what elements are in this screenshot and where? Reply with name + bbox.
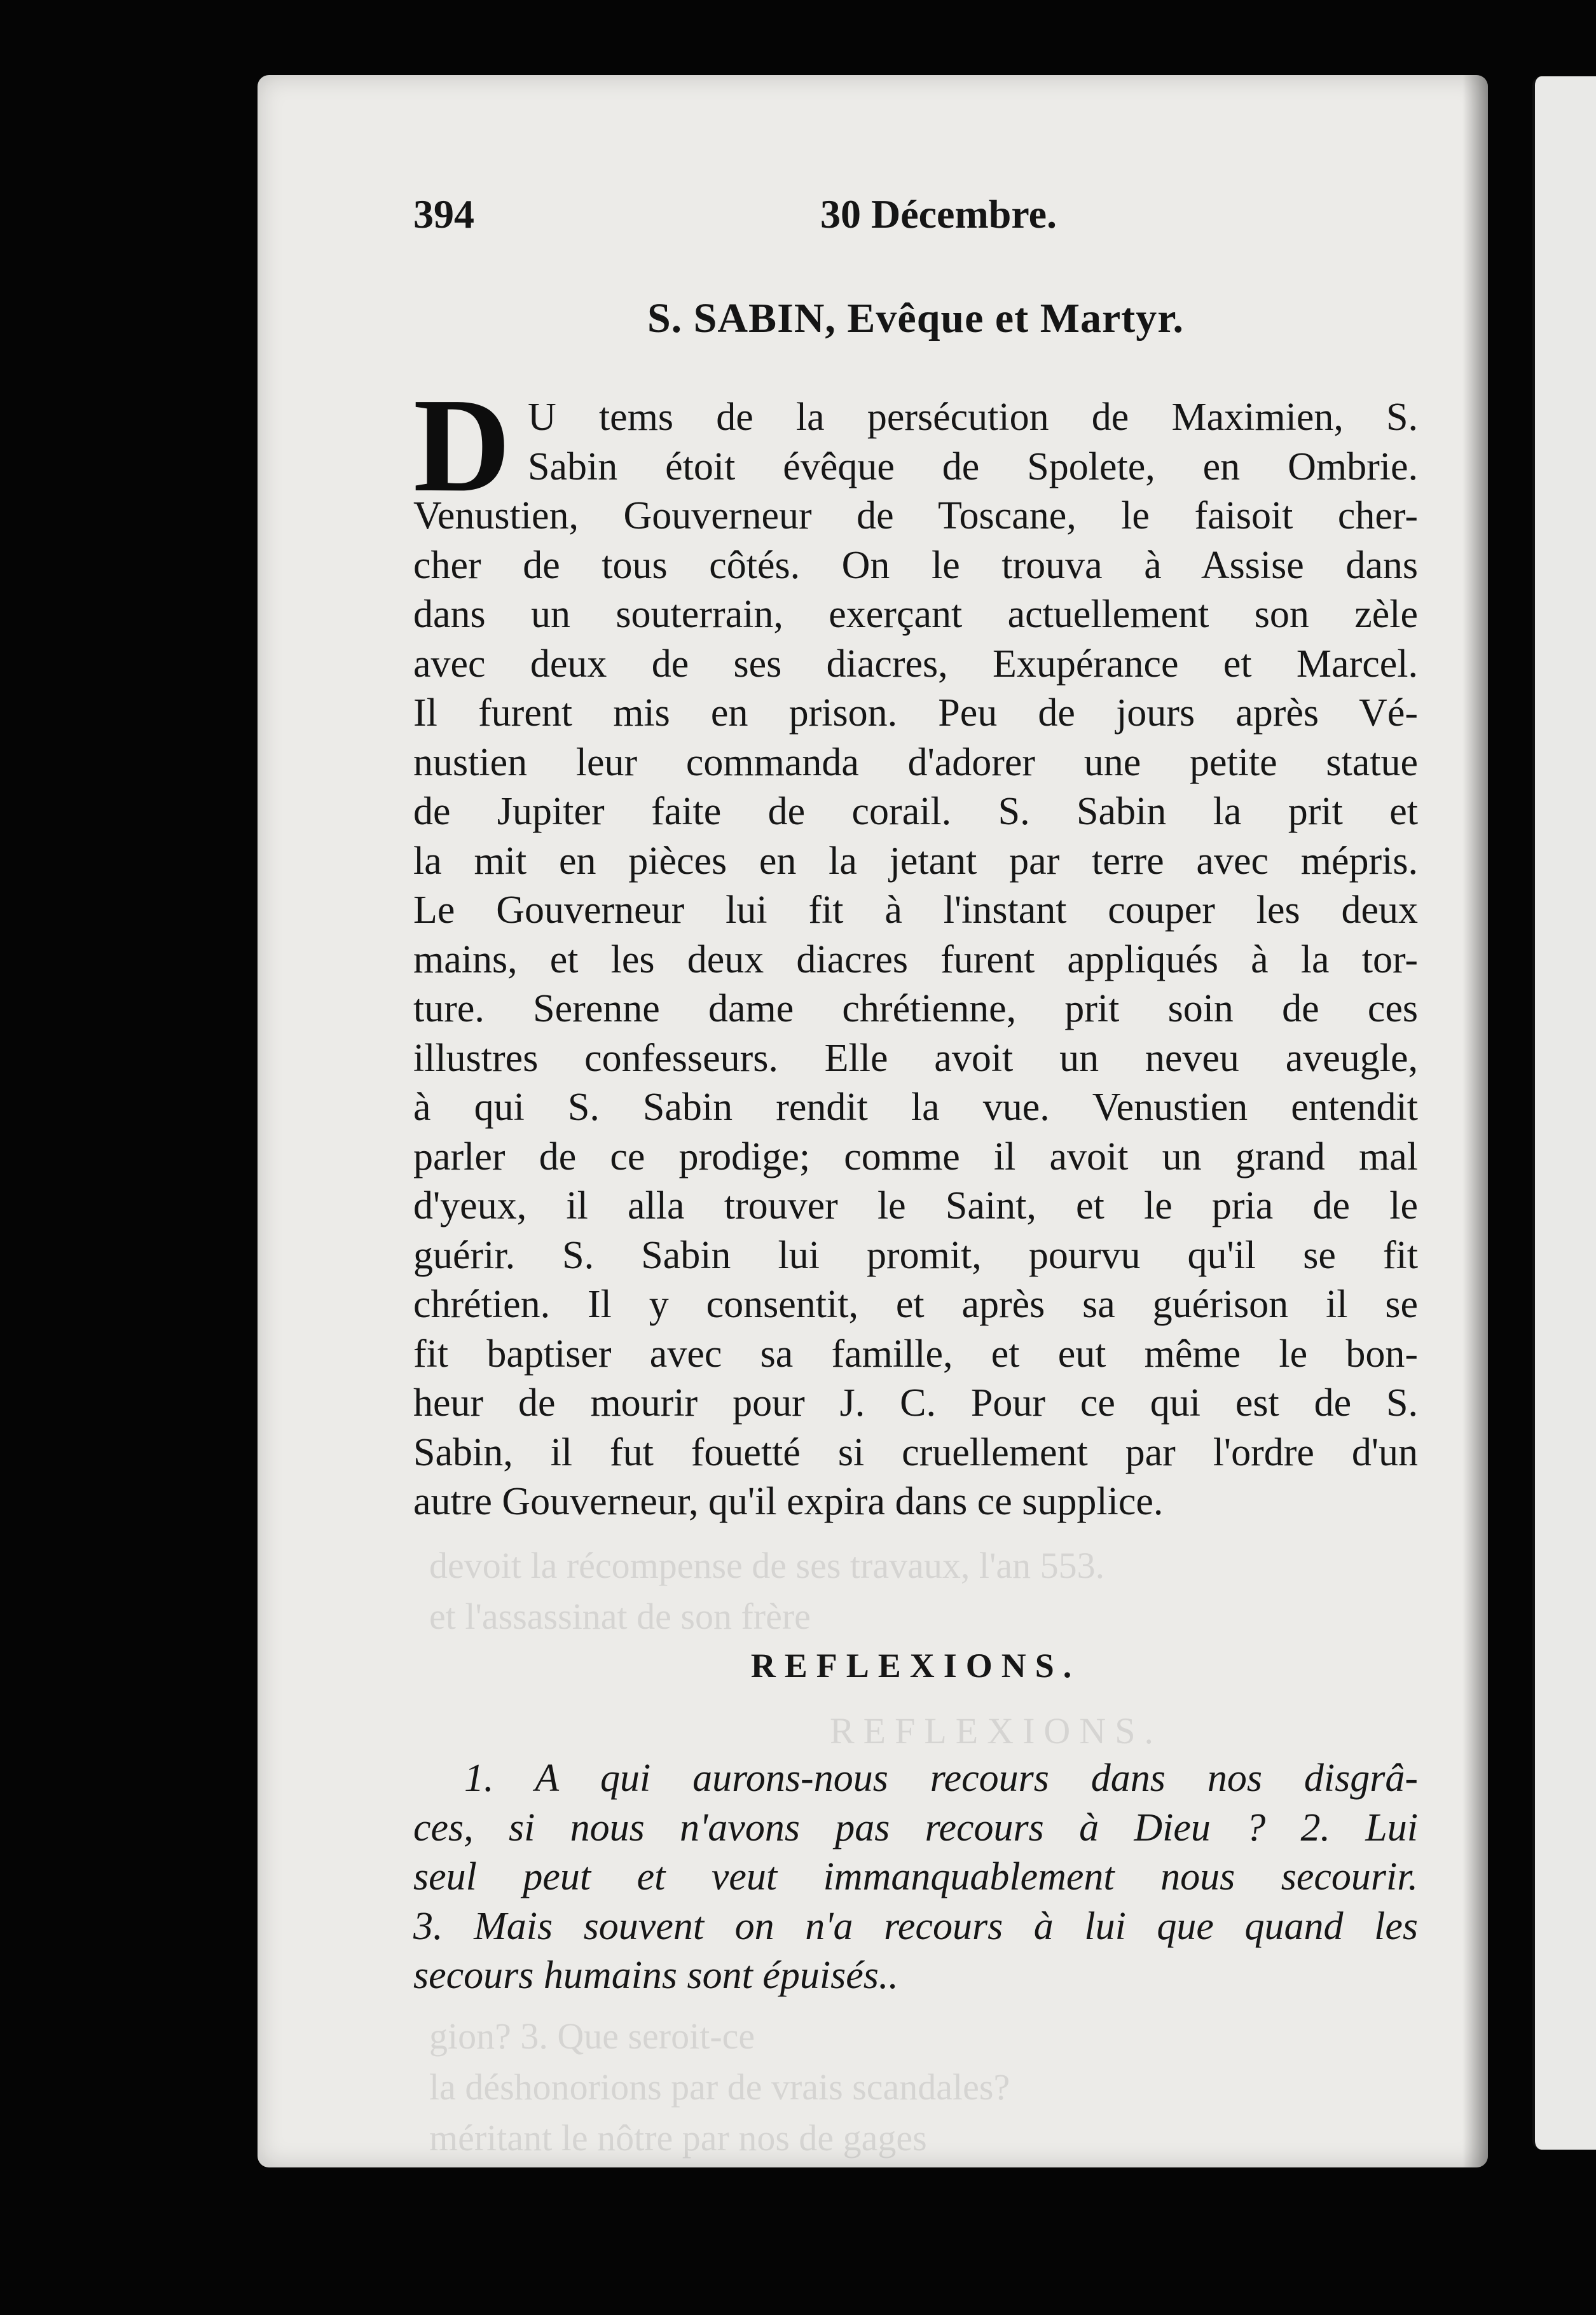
text-line: heur de mourir pour J. C. Pour ce qui est de S. [413, 1381, 1418, 1425]
reflexions-text [413, 1754, 1418, 2001]
text-line: Le Gouverneur lui fit à l'instant couper les deux [413, 888, 1418, 932]
page-number: 394 [413, 191, 474, 237]
show-through-text: gion? 3. Que seroit-ce [429, 2015, 755, 2057]
text-line: chrétien. Il y consentit, et après sa guérison il se [413, 1283, 1418, 1326]
show-through-text: méritant le nôtre par nos de gages [429, 2117, 927, 2159]
text-line: cher de tous côtés. On le trouva à Assise dans [413, 543, 1418, 587]
reflexion-line: 1. A qui aurons-nous recours dans nos disgrâ- [464, 1757, 1418, 1800]
text-line: illustres confesseurs. Elle avoit un neveu aveugle, [413, 1036, 1418, 1080]
text-line: de Jupiter faite de corail. S. Sabin la prit et [413, 790, 1418, 833]
text-line: Sabin étoit évêque de Spolete, en Ombrie. [528, 445, 1418, 488]
reflexion-line: 3. Mais souvent on n'a recours à lui que quand les [413, 1904, 1418, 1948]
text-line: Sabin, il fut fouetté si cruellement par l'ordre d'un [413, 1430, 1418, 1474]
text-line: autre Gouverneur, qu'il expira dans ce supplice. [413, 1480, 1164, 1523]
chapter-title: S. SABIN, Evêque et Martyr. [647, 295, 1185, 342]
text-line: à qui S. Sabin rendit la vue. Venustien entendit [413, 1086, 1418, 1129]
reflexion-line: seul peut et veut immanquablement nous secourir. [413, 1855, 1418, 1898]
running-head: 30 Décembre. [820, 191, 1057, 237]
text-line: Venustien, Gouverneur de Toscane, le faisoit cher- [413, 494, 1418, 537]
reflexion-line: secours humains sont épuisés.. [413, 1954, 898, 1997]
text-line: dans un souterrain, exerçant actuellement son zèle [413, 593, 1418, 636]
text-line: d'yeux, il alla trouver le Saint, et le pria de le [413, 1184, 1418, 1227]
reflexion-line: ces, si nous n'avons pas recours à Dieu ? 2. Lui [413, 1806, 1418, 1849]
show-through-text: la déshonorions par de vrais scandales? [429, 2066, 1010, 2108]
show-through-text: REFLEXIONS. [830, 1710, 1162, 1752]
book-page [258, 75, 1488, 2167]
text-line: ture. Serenne dame chrétienne, prit soin de ces [413, 987, 1418, 1030]
gutter-shadow [1462, 75, 1488, 2167]
text-line: parler de ce prodige; comme il avoit un grand mal [413, 1135, 1418, 1178]
show-through-text: et l'assassinat de son frère [429, 1596, 811, 1637]
body-text [413, 370, 1418, 1527]
text-line: fit baptiser avec sa famille, et eut même le bon- [413, 1332, 1418, 1376]
text-line: Il furent mis en prison. Peu de jours après Vé- [413, 691, 1418, 735]
drop-cap: D [413, 370, 511, 520]
page-header [413, 191, 1418, 242]
section-heading: REFLEXIONS. [750, 1647, 1081, 1685]
text-line: U tems de la persécution de Maximien, S. [528, 396, 1418, 439]
show-through-text: devoit la récompense de ses travaux, l'an 553. [429, 1545, 1105, 1586]
text-line: guérir. S. Sabin lui promit, pourvu qu'il se fit [413, 1233, 1418, 1277]
text-line: nustien leur commanda d'adorer une petite statue [413, 740, 1418, 784]
text-line: la mit en pièces en la jetant par terre avec mépris. [413, 839, 1418, 883]
text-line: mains, et les deux diacres furent appliqués à la tor- [413, 937, 1418, 981]
adjacent-page-edge [1532, 76, 1596, 2150]
text-line: avec deux de ses diacres, Exupérance et Marcel. [413, 642, 1418, 686]
